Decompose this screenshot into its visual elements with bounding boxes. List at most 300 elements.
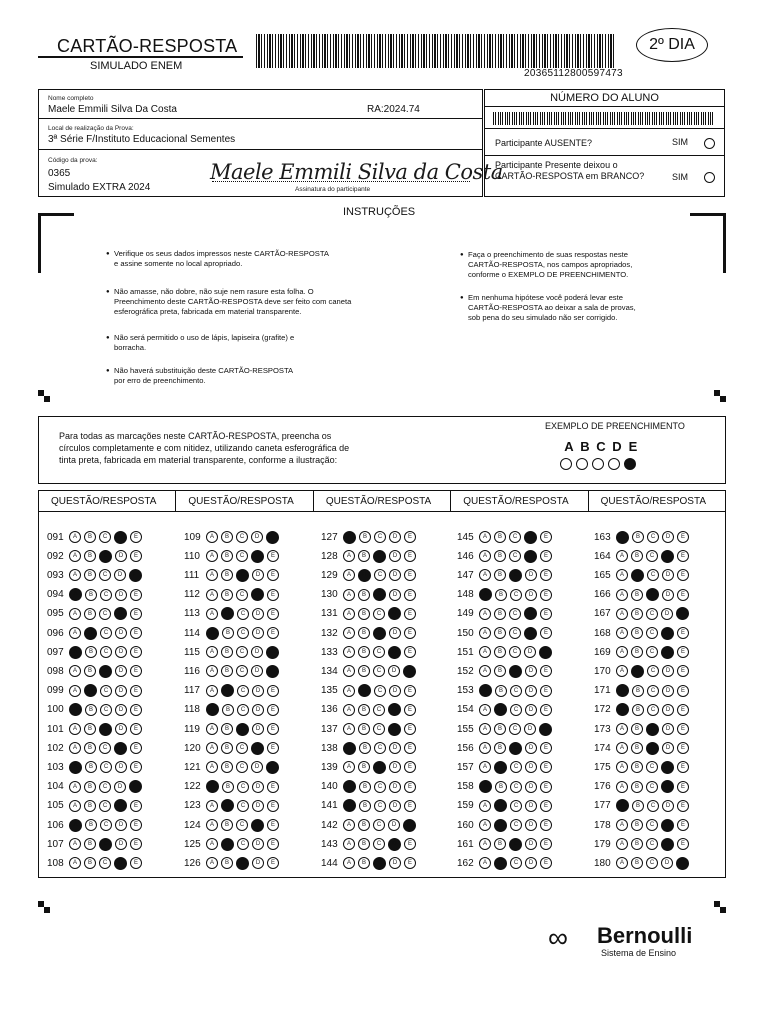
answer-bubble-e[interactable]: E (677, 723, 689, 735)
answer-bubble-b[interactable]: B (85, 819, 97, 831)
answer-bubble-a[interactable]: A (69, 723, 81, 735)
answer-bubble-d[interactable]: D (115, 646, 127, 658)
answer-bubble-d[interactable]: D (525, 781, 537, 793)
answer-bubble-c[interactable]: C (510, 781, 522, 793)
answer-bubble-a[interactable]: A (616, 819, 628, 831)
answer-bubble-e[interactable]: E (267, 550, 279, 562)
answer-bubble-e[interactable]: E (267, 838, 279, 850)
answer-bubble-b[interactable]: B (221, 819, 233, 831)
answer-bubble-a[interactable]: A (206, 723, 218, 735)
answer-bubble-b[interactable]: B (85, 761, 97, 773)
answer-bubble-e[interactable]: E (130, 819, 142, 831)
answer-bubble-b[interactable]: B (632, 685, 644, 697)
answer-bubble-e[interactable]: E (404, 685, 416, 697)
answer-bubble-c[interactable]: C (237, 838, 249, 850)
answer-bubble-c[interactable]: C (236, 646, 248, 658)
answer-bubble-a[interactable]: A (616, 550, 628, 562)
answer-bubble-c[interactable]: C (646, 838, 658, 850)
answer-bubble-b[interactable]: B (84, 781, 96, 793)
answer-bubble-e[interactable]: E (677, 761, 689, 773)
answer-bubble-a[interactable]: A (343, 569, 355, 581)
answer-bubble-a[interactable]: A (479, 819, 491, 831)
answer-bubble-a[interactable]: A (206, 857, 218, 869)
answer-bubble-b[interactable]: B (84, 569, 96, 581)
answer-bubble-a[interactable]: A (206, 646, 218, 658)
answer-bubble-d[interactable]: D (525, 685, 537, 697)
answer-bubble-a[interactable]: A (69, 569, 81, 581)
answer-bubble-c[interactable]: C (373, 761, 386, 774)
answer-bubble-d[interactable]: D (662, 569, 674, 581)
answer-bubble-c[interactable]: C (373, 665, 385, 677)
answer-bubble-e[interactable]: E (404, 704, 416, 716)
answer-bubble-b[interactable]: B (631, 627, 643, 639)
answer-bubble-e[interactable]: E (540, 589, 552, 601)
answer-bubble-a[interactable]: A (206, 761, 218, 773)
answer-bubble-a[interactable]: A (343, 685, 355, 697)
answer-bubble-b[interactable]: B (494, 569, 506, 581)
answer-bubble-b[interactable]: B (359, 742, 371, 754)
answer-bubble-c[interactable]: C (236, 569, 249, 582)
answer-bubble-b[interactable]: B (84, 800, 96, 812)
answer-bubble-b[interactable]: B (221, 646, 233, 658)
answer-bubble-c[interactable]: C (236, 665, 248, 677)
answer-bubble-e[interactable]: E (539, 723, 552, 736)
answer-bubble-e[interactable]: E (130, 723, 142, 735)
answer-bubble-e[interactable]: E (677, 665, 689, 677)
answer-bubble-d[interactable]: D (389, 761, 401, 773)
answer-bubble-e[interactable]: E (404, 742, 416, 754)
answer-bubble-b[interactable]: B (84, 742, 96, 754)
answer-bubble-b[interactable]: B (631, 838, 643, 850)
answer-bubble-e[interactable]: E (677, 685, 689, 697)
answer-bubble-e[interactable]: E (540, 838, 552, 850)
answer-bubble-e[interactable]: E (540, 857, 552, 869)
answer-bubble-d[interactable]: D (525, 589, 537, 601)
answer-bubble-a[interactable]: A (206, 589, 218, 601)
answer-bubble-c[interactable]: C (646, 819, 658, 831)
answer-bubble-d[interactable]: D (114, 781, 126, 793)
answer-bubble-e[interactable]: E (267, 857, 279, 869)
answer-bubble-a[interactable]: A (479, 723, 491, 735)
answer-bubble-c[interactable]: C (646, 608, 658, 620)
answer-bubble-b[interactable]: B (221, 665, 233, 677)
answer-bubble-b[interactable]: B (631, 781, 643, 793)
answer-bubble-c[interactable]: C (510, 857, 522, 869)
answer-bubble-d[interactable]: D (115, 761, 127, 773)
answer-bubble-a[interactable]: A (343, 799, 356, 812)
answer-bubble-e[interactable]: E (540, 665, 552, 677)
answer-bubble-c[interactable]: C (236, 723, 249, 736)
answer-bubble-b[interactable]: B (358, 838, 370, 850)
answer-bubble-a[interactable]: A (69, 627, 81, 639)
answer-bubble-d[interactable]: D (525, 857, 537, 869)
answer-bubble-b[interactable]: B (631, 569, 644, 582)
answer-bubble-c[interactable]: C (236, 531, 248, 543)
answer-bubble-e[interactable]: E (540, 531, 552, 543)
answer-bubble-d[interactable]: D (252, 569, 264, 581)
answer-bubble-b[interactable]: B (221, 550, 233, 562)
answer-bubble-c[interactable]: C (236, 550, 248, 562)
answer-bubble-a[interactable]: A (479, 761, 491, 773)
answer-bubble-b[interactable]: B (358, 569, 371, 582)
answer-bubble-b[interactable]: B (631, 589, 643, 601)
answer-bubble-b[interactable]: B (221, 589, 233, 601)
answer-bubble-c[interactable]: C (374, 742, 386, 754)
answer-bubble-b[interactable]: B (221, 531, 233, 543)
answer-bubble-d[interactable]: D (661, 761, 674, 774)
answer-bubble-d[interactable]: D (389, 800, 401, 812)
answer-bubble-a[interactable]: A (343, 704, 355, 716)
answer-bubble-e[interactable]: E (540, 800, 552, 812)
answer-bubble-b[interactable]: B (359, 800, 371, 812)
answer-bubble-d[interactable]: D (115, 704, 127, 716)
answer-bubble-b[interactable]: B (631, 819, 643, 831)
answer-bubble-c[interactable]: C (509, 608, 521, 620)
answer-bubble-c[interactable]: C (237, 800, 249, 812)
answer-bubble-c[interactable]: C (646, 857, 658, 869)
answer-bubble-d[interactable]: D (662, 723, 674, 735)
answer-bubble-c[interactable]: C (509, 665, 522, 678)
answer-bubble-d[interactable]: D (524, 607, 537, 620)
answer-bubble-c[interactable]: C (647, 531, 659, 543)
answer-bubble-a[interactable]: A (343, 857, 355, 869)
answer-bubble-d[interactable]: D (114, 531, 127, 544)
answer-bubble-d[interactable]: D (525, 819, 537, 831)
answer-bubble-e[interactable]: E (267, 627, 279, 639)
answer-bubble-c[interactable]: C (373, 704, 385, 716)
answer-bubble-b[interactable]: B (358, 589, 370, 601)
answer-bubble-a[interactable]: A (479, 588, 492, 601)
answer-bubble-b[interactable]: B (495, 781, 507, 793)
answer-bubble-b[interactable]: B (222, 704, 234, 716)
answer-bubble-e[interactable]: E (677, 819, 689, 831)
answer-bubble-d[interactable]: D (524, 531, 537, 544)
answer-bubble-a[interactable]: A (616, 531, 629, 544)
answer-bubble-d[interactable]: D (251, 646, 263, 658)
answer-bubble-e[interactable]: E (130, 550, 142, 562)
answer-bubble-a[interactable]: A (616, 781, 628, 793)
answer-bubble-c[interactable]: C (100, 627, 112, 639)
answer-bubble-a[interactable]: A (343, 665, 355, 677)
answer-bubble-c[interactable]: C (237, 608, 249, 620)
answer-bubble-a[interactable]: A (479, 550, 491, 562)
answer-bubble-a[interactable]: A (206, 531, 218, 543)
answer-bubble-c[interactable]: C (510, 589, 522, 601)
answer-bubble-c[interactable]: C (100, 819, 112, 831)
answer-bubble-e[interactable]: E (404, 531, 416, 543)
answer-bubble-c[interactable]: C (509, 646, 521, 658)
answer-bubble-e[interactable]: E (266, 665, 279, 678)
answer-bubble-b[interactable]: B (358, 819, 370, 831)
answer-bubble-d[interactable]: D (252, 608, 264, 620)
answer-bubble-a[interactable]: A (343, 550, 355, 562)
answer-bubble-b[interactable]: B (221, 607, 234, 620)
answer-bubble-a[interactable]: A (69, 703, 82, 716)
answer-bubble-c[interactable]: C (509, 742, 522, 755)
answer-bubble-a[interactable]: A (69, 781, 81, 793)
answer-bubble-d[interactable]: D (252, 704, 264, 716)
answer-bubble-c[interactable]: C (100, 646, 112, 658)
answer-bubble-a[interactable]: A (206, 608, 218, 620)
answer-bubble-a[interactable]: A (616, 684, 629, 697)
answer-bubble-d[interactable]: D (525, 704, 537, 716)
answer-bubble-e[interactable]: E (540, 608, 552, 620)
answer-bubble-b[interactable]: B (85, 589, 97, 601)
answer-bubble-a[interactable]: A (69, 588, 82, 601)
answer-bubble-e[interactable]: E (267, 685, 279, 697)
answer-bubble-a[interactable]: A (479, 800, 491, 812)
answer-bubble-a[interactable]: A (343, 761, 355, 773)
answer-bubble-b[interactable]: B (85, 704, 97, 716)
answer-bubble-a[interactable]: A (479, 838, 491, 850)
answer-bubble-b[interactable]: B (221, 569, 233, 581)
answer-bubble-d[interactable]: D (662, 800, 674, 812)
answer-bubble-c[interactable]: C (646, 588, 659, 601)
answer-bubble-c[interactable]: C (509, 838, 522, 851)
answer-bubble-c[interactable]: C (646, 550, 658, 562)
answer-bubble-a[interactable]: A (616, 703, 629, 716)
answer-bubble-b[interactable]: B (221, 761, 233, 773)
answer-bubble-c[interactable]: C (99, 665, 112, 678)
answer-bubble-a[interactable]: A (616, 646, 628, 658)
answer-bubble-b[interactable]: B (358, 627, 370, 639)
answer-bubble-d[interactable]: D (114, 569, 126, 581)
answer-bubble-c[interactable]: C (374, 800, 386, 812)
answer-bubble-b[interactable]: B (84, 684, 97, 697)
answer-bubble-a[interactable]: A (69, 550, 81, 562)
answer-bubble-d[interactable]: D (661, 550, 674, 563)
answer-bubble-d[interactable]: D (525, 800, 537, 812)
answer-bubble-b[interactable]: B (632, 531, 644, 543)
answer-bubble-c[interactable]: C (99, 569, 111, 581)
answer-bubble-c[interactable]: C (99, 550, 112, 563)
answer-bubble-b[interactable]: B (84, 608, 96, 620)
answer-bubble-e[interactable]: E (129, 780, 142, 793)
answer-bubble-d[interactable]: D (115, 665, 127, 677)
answer-bubble-d[interactable]: D (251, 531, 263, 543)
answer-bubble-a[interactable]: A (206, 703, 219, 716)
answer-bubble-d[interactable]: D (389, 857, 401, 869)
answer-bubble-b[interactable]: B (494, 742, 506, 754)
answer-bubble-e[interactable]: E (266, 761, 279, 774)
answer-bubble-a[interactable]: A (206, 550, 218, 562)
answer-bubble-d[interactable]: D (662, 531, 674, 543)
answer-bubble-e[interactable]: E (676, 607, 689, 620)
answer-bubble-e[interactable]: E (540, 761, 552, 773)
answer-bubble-c[interactable]: C (646, 646, 658, 658)
answer-bubble-d[interactable]: D (252, 800, 264, 812)
answer-bubble-b[interactable]: B (84, 857, 96, 869)
answer-bubble-c[interactable]: C (100, 761, 112, 773)
answer-bubble-b[interactable]: B (631, 608, 643, 620)
answer-bubble-a[interactable]: A (343, 627, 355, 639)
answer-bubble-c[interactable]: C (647, 569, 659, 581)
answer-bubble-c[interactable]: C (374, 781, 386, 793)
answer-bubble-c[interactable]: C (99, 781, 111, 793)
answer-bubble-c[interactable]: C (509, 627, 521, 639)
answer-bubble-c[interactable]: C (646, 742, 659, 755)
answer-bubble-e[interactable]: E (404, 781, 416, 793)
answer-bubble-b[interactable]: B (632, 704, 644, 716)
answer-bubble-a[interactable]: A (69, 608, 81, 620)
answer-bubble-a[interactable]: A (69, 819, 82, 832)
answer-bubble-a[interactable]: A (479, 742, 491, 754)
answer-bubble-b[interactable]: B (494, 608, 506, 620)
answer-bubble-d[interactable]: D (389, 685, 401, 697)
answer-bubble-d[interactable]: D (115, 685, 127, 697)
answer-bubble-d[interactable]: D (389, 589, 401, 601)
answer-bubble-a[interactable]: A (69, 646, 82, 659)
answer-bubble-c[interactable]: C (236, 857, 249, 870)
answer-bubble-e[interactable]: E (130, 838, 142, 850)
answer-bubble-b[interactable]: B (85, 646, 97, 658)
answer-bubble-b[interactable]: B (494, 665, 506, 677)
answer-bubble-a[interactable]: A (69, 685, 81, 697)
answer-bubble-e[interactable]: E (677, 550, 689, 562)
answer-bubble-d[interactable]: D (525, 665, 537, 677)
answer-bubble-a[interactable]: A (69, 665, 81, 677)
answer-bubble-c[interactable]: C (647, 685, 659, 697)
answer-bubble-c[interactable]: C (99, 608, 111, 620)
answer-bubble-d[interactable]: D (115, 589, 127, 601)
answer-bubble-c[interactable]: C (373, 627, 386, 640)
answer-bubble-e[interactable]: E (404, 627, 416, 639)
answer-bubble-e[interactable]: E (540, 819, 552, 831)
answer-bubble-b[interactable]: B (221, 799, 234, 812)
answer-bubble-b[interactable]: B (358, 550, 370, 562)
answer-bubble-c[interactable]: C (646, 761, 658, 773)
answer-bubble-c[interactable]: C (509, 569, 522, 582)
answer-bubble-d[interactable]: D (389, 742, 401, 754)
answer-bubble-e[interactable]: E (540, 569, 552, 581)
answer-bubble-b[interactable]: B (494, 857, 507, 870)
answer-bubble-e[interactable]: E (130, 627, 142, 639)
answer-bubble-b[interactable]: B (358, 646, 370, 658)
answer-bubble-a[interactable]: A (206, 627, 219, 640)
answer-bubble-b[interactable]: B (631, 742, 643, 754)
answer-bubble-e[interactable]: E (267, 819, 279, 831)
answer-bubble-a[interactable]: A (616, 627, 628, 639)
answer-bubble-b[interactable]: B (358, 857, 370, 869)
answer-bubble-a[interactable]: A (206, 819, 218, 831)
answer-bubble-a[interactable]: A (479, 780, 492, 793)
answer-bubble-b[interactable]: B (631, 646, 643, 658)
answer-bubble-c[interactable]: C (646, 723, 659, 736)
answer-bubble-d[interactable]: D (114, 857, 127, 870)
answer-bubble-b[interactable]: B (495, 589, 507, 601)
answer-bubble-c[interactable]: C (100, 704, 112, 716)
answer-bubble-e[interactable]: E (540, 742, 552, 754)
answer-bubble-b[interactable]: B (494, 531, 506, 543)
answer-bubble-b[interactable]: B (84, 838, 96, 850)
answer-bubble-b[interactable]: B (495, 685, 507, 697)
answer-bubble-a[interactable]: A (616, 723, 628, 735)
answer-bubble-d[interactable]: D (661, 857, 673, 869)
answer-bubble-c[interactable]: C (373, 819, 385, 831)
answer-bubble-a[interactable]: A (616, 838, 628, 850)
answer-bubble-e[interactable]: E (130, 531, 142, 543)
answer-bubble-d[interactable]: D (251, 761, 263, 773)
answer-bubble-c[interactable]: C (510, 819, 522, 831)
answer-bubble-e[interactable]: E (130, 742, 142, 754)
answer-bubble-a[interactable]: A (343, 608, 355, 620)
answer-bubble-e[interactable]: E (404, 723, 416, 735)
answer-bubble-e[interactable]: E (267, 704, 279, 716)
answer-bubble-b[interactable]: B (221, 857, 233, 869)
answer-bubble-b[interactable]: B (631, 857, 643, 869)
answer-bubble-c[interactable]: C (236, 742, 248, 754)
answer-bubble-d[interactable]: D (251, 550, 264, 563)
answer-bubble-b[interactable]: B (631, 761, 643, 773)
answer-bubble-b[interactable]: B (494, 723, 506, 735)
answer-bubble-a[interactable]: A (479, 646, 491, 658)
answer-bubble-b[interactable]: B (494, 703, 507, 716)
answer-bubble-a[interactable]: A (343, 780, 356, 793)
answer-bubble-d[interactable]: D (389, 550, 401, 562)
answer-bubble-d[interactable]: D (388, 646, 401, 659)
answer-bubble-c[interactable]: C (646, 627, 658, 639)
answer-bubble-d[interactable]: D (251, 665, 263, 677)
answer-bubble-b[interactable]: B (84, 665, 96, 677)
answer-bubble-c[interactable]: C (236, 761, 248, 773)
answer-bubble-d[interactable]: D (661, 646, 674, 659)
answer-bubble-d[interactable]: D (525, 569, 537, 581)
answer-bubble-d[interactable]: D (114, 607, 127, 620)
answer-bubble-d[interactable]: D (661, 608, 673, 620)
answer-bubble-e[interactable]: E (267, 569, 279, 581)
answer-bubble-e[interactable]: E (404, 646, 416, 658)
answer-bubble-e[interactable]: E (130, 665, 142, 677)
answer-bubble-b[interactable]: B (631, 723, 643, 735)
answer-bubble-d[interactable]: D (251, 588, 264, 601)
answer-bubble-e[interactable]: E (677, 627, 689, 639)
answer-bubble-c[interactable]: C (647, 800, 659, 812)
answer-bubble-c[interactable]: C (647, 704, 659, 716)
answer-bubble-e[interactable]: E (130, 704, 142, 716)
answer-bubble-e[interactable]: E (267, 723, 279, 735)
answer-bubble-e[interactable]: E (266, 646, 279, 659)
answer-bubble-e[interactable]: E (677, 800, 689, 812)
answer-bubble-d[interactable]: D (388, 703, 401, 716)
answer-bubble-d[interactable]: D (252, 685, 264, 697)
answer-bubble-d[interactable]: D (251, 742, 264, 755)
answer-bubble-e[interactable]: E (540, 627, 552, 639)
answer-bubble-e[interactable]: E (677, 838, 689, 850)
answer-bubble-c[interactable]: C (510, 704, 522, 716)
answer-bubble-d[interactable]: D (252, 857, 264, 869)
answer-bubble-e[interactable]: E (540, 550, 552, 562)
answer-bubble-d[interactable]: D (524, 646, 536, 658)
answer-bubble-c[interactable]: C (373, 550, 386, 563)
answer-bubble-e[interactable]: E (130, 857, 142, 869)
answer-bubble-a[interactable]: A (616, 589, 628, 601)
answer-bubble-b[interactable]: B (358, 723, 370, 735)
answer-bubble-a[interactable]: A (206, 800, 218, 812)
answer-bubble-e[interactable]: E (677, 531, 689, 543)
answer-bubble-c[interactable]: C (373, 588, 386, 601)
answer-bubble-e[interactable]: E (404, 838, 416, 850)
answer-bubble-e[interactable]: E (677, 742, 689, 754)
answer-bubble-c[interactable]: C (99, 838, 112, 851)
answer-bubble-d[interactable]: D (389, 627, 401, 639)
answer-bubble-e[interactable]: E (404, 857, 416, 869)
answer-bubble-e[interactable]: E (267, 800, 279, 812)
answer-bubble-e[interactable]: E (677, 781, 689, 793)
answer-bubble-e[interactable]: E (267, 608, 279, 620)
answer-bubble-b[interactable]: B (631, 665, 644, 678)
answer-bubble-e[interactable]: E (266, 531, 279, 544)
answer-bubble-d[interactable]: D (389, 569, 401, 581)
